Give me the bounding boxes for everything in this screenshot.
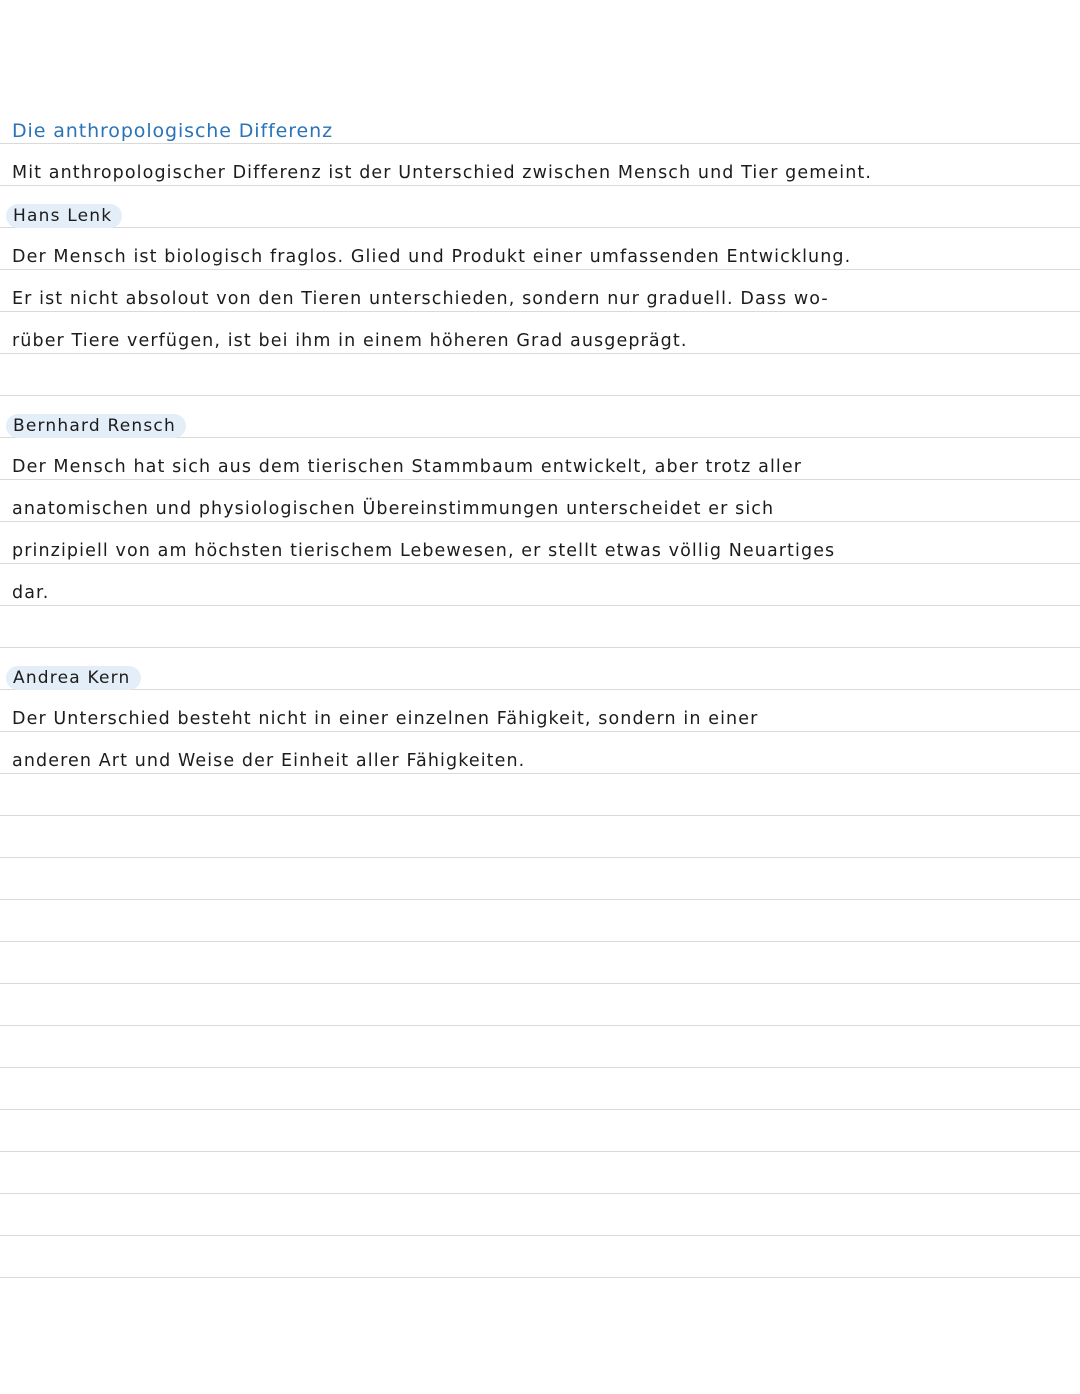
- ruled-line: [0, 1151, 1080, 1152]
- author-label: Bernhard Rensch: [6, 414, 186, 438]
- section-text-line: dar.: [12, 583, 50, 603]
- section-text-line: prinzipiell von am höchsten tierischem Lebewesen, er stellt etwas völlig Neuartiges: [12, 541, 836, 561]
- ruled-line: [0, 1109, 1080, 1110]
- section-text-line: anderen Art und Weise der Einheit aller Fähigkeiten.: [12, 751, 526, 771]
- ruled-line: [0, 899, 1080, 900]
- section-text-line: anatomischen und physiologischen Übereinstimmungen unterscheidet er sich: [12, 499, 775, 519]
- intro-text: Mit anthropologischer Differenz ist der Unterschied zwischen Mensch und Tier gemeint.: [12, 163, 873, 183]
- page-title: Die anthropologische Differenz: [12, 120, 333, 142]
- ruled-line: [0, 1193, 1080, 1194]
- ruled-line: [0, 1277, 1080, 1278]
- ruled-line: [0, 857, 1080, 858]
- author-label: Andrea Kern: [6, 666, 141, 690]
- ruled-line: [0, 1067, 1080, 1068]
- ruled-line: [0, 689, 1080, 690]
- section-text-line: Der Mensch ist biologisch fraglos. Glied und Produkt einer umfassenden Entwicklung.: [12, 247, 852, 267]
- ruled-line: [0, 1235, 1080, 1236]
- ruled-line: [0, 941, 1080, 942]
- ruled-line: [0, 983, 1080, 984]
- ruled-line: [0, 227, 1080, 228]
- ruled-line: [0, 815, 1080, 816]
- section-text-line: Er ist nicht absolout von den Tieren unterschieden, sondern nur graduell. Dass wo-: [12, 289, 829, 309]
- ruled-line: [0, 395, 1080, 396]
- ruled-line: [0, 605, 1080, 606]
- author-label: Hans Lenk: [6, 204, 122, 228]
- section-text-line: Der Unterschied besteht nicht in einer einzelnen Fähigkeit, sondern in einer: [12, 709, 759, 729]
- section-text-line: rüber Tiere verfügen, ist bei ihm in einem höheren Grad ausgeprägt.: [12, 331, 688, 351]
- ruled-line: [0, 1025, 1080, 1026]
- section-text-line: Der Mensch hat sich aus dem tierischen Stammbaum entwickelt, aber trotz aller: [12, 457, 803, 477]
- ruled-line: [0, 647, 1080, 648]
